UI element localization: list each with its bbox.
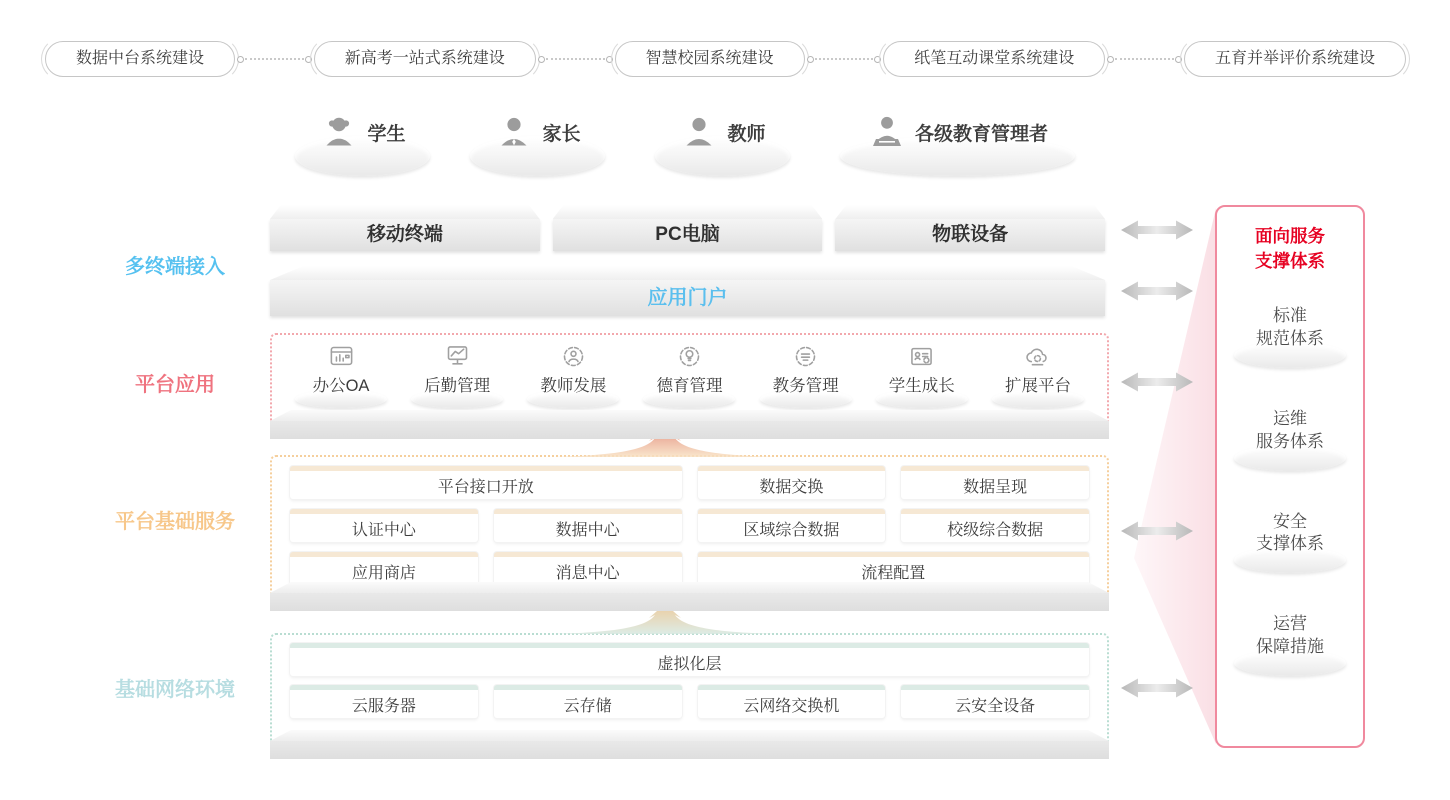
user-role-1 <box>295 100 430 176</box>
user-role-label: 家长 <box>542 124 581 145</box>
device-slab <box>553 205 823 251</box>
service-box: 数据交换 <box>698 466 886 499</box>
app-icon-wrap <box>792 343 819 371</box>
academic-doc-icon <box>792 343 819 370</box>
teacher-gear-icon <box>560 343 587 370</box>
top-projects-row <box>45 42 1406 76</box>
app-item <box>288 343 394 408</box>
platform-services-section <box>270 455 1109 611</box>
slab-top-face <box>270 582 1109 593</box>
slab-top-face <box>270 410 1109 421</box>
device-slab-label: 物联设备 <box>835 219 1105 251</box>
app-label: 学生成长 <box>888 377 955 395</box>
support-system-line1: 安全 <box>1273 511 1307 531</box>
cloud-resource-box: 云存储 <box>494 685 682 718</box>
apps-base-slab <box>270 410 1109 439</box>
support-system-line2: 支撑体系 <box>1256 534 1324 554</box>
user-role-label: 教师 <box>727 124 766 145</box>
app-icon-wrap <box>676 343 703 371</box>
slab-front-face <box>270 593 1109 611</box>
app-item <box>985 343 1091 408</box>
support-system-label <box>1234 613 1346 659</box>
service-box: 应用商店 <box>290 552 478 585</box>
platform-apps-section <box>270 333 1109 439</box>
cloud-resource-box: 云网络交换机 <box>698 685 886 718</box>
support-system-line1: 运营 <box>1273 614 1307 634</box>
support-panel-items <box>1234 275 1346 677</box>
moral-gear-bulb-icon <box>676 343 703 370</box>
user-top <box>655 100 790 152</box>
app-label: 德育管理 <box>656 377 723 395</box>
user-top <box>470 100 605 152</box>
slab-top-face <box>270 266 1105 280</box>
support-system-label <box>1234 305 1346 351</box>
double-headed-arrow <box>1119 218 1195 242</box>
dotted-connector <box>815 58 874 60</box>
device-slab <box>270 205 540 251</box>
support-panel-title <box>1255 224 1325 275</box>
service-box: 平台接口开放 <box>290 466 682 499</box>
support-system-item <box>1234 511 1346 574</box>
app-icon-wrap <box>1024 343 1051 371</box>
support-system-label <box>1234 511 1346 557</box>
double-headed-arrow <box>1119 279 1195 303</box>
app-label: 扩展平台 <box>1004 377 1071 395</box>
app-portal-slab <box>270 266 1105 316</box>
project-pill: 五育并举评价系统建设 <box>1184 41 1406 77</box>
cloud-resource-box: 云服务器 <box>290 685 478 718</box>
network-rows <box>272 635 1107 718</box>
service-box: 流程配置 <box>698 552 1090 585</box>
cloud-resource-box: 云安全设备 <box>901 685 1089 718</box>
user-top <box>840 100 1075 152</box>
app-item <box>404 343 510 408</box>
app-item <box>520 343 626 408</box>
logistics-monitor-icon <box>444 343 471 370</box>
user-role-label: 学生 <box>367 124 406 145</box>
section-label-platform-services: 平台基础服务 <box>115 511 235 533</box>
app-label: 后勤管理 <box>424 377 491 395</box>
office-oa-icon <box>328 343 355 370</box>
slab-front-face <box>270 741 1109 759</box>
app-portal-label: 应用门户 <box>270 280 1105 316</box>
support-system-line2: 服务体系 <box>1256 431 1324 451</box>
cloud-resources-grid <box>290 685 1089 718</box>
project-pill: 新高考一站式系统建设 <box>314 41 536 77</box>
support-system-item <box>1234 305 1346 368</box>
app-label: 教务管理 <box>772 377 839 395</box>
support-system-label <box>1234 408 1346 454</box>
student-idcard-icon <box>908 343 935 370</box>
support-system-item <box>1234 613 1346 676</box>
dotted-connector <box>1115 58 1174 60</box>
project-pill: 纸笔互动课堂系统建设 <box>883 41 1105 77</box>
service-box: 认证中心 <box>290 509 478 542</box>
network-base-slab <box>270 730 1109 759</box>
support-system-line2: 规范体系 <box>1256 328 1324 348</box>
device-slab <box>835 205 1105 251</box>
section-label-network-env: 基础网络环境 <box>115 679 235 701</box>
app-item <box>869 343 975 408</box>
teacher-icon <box>679 112 719 152</box>
slab-top-face <box>835 205 1105 219</box>
services-base-slab <box>270 582 1109 611</box>
service-box: 数据中心 <box>494 509 682 542</box>
support-system-line1: 运维 <box>1273 408 1307 428</box>
service-box: 数据呈现 <box>901 466 1089 499</box>
double-headed-arrow <box>1119 519 1195 543</box>
slab-top-face <box>270 730 1109 741</box>
service-box: 区域综合数据 <box>698 509 886 542</box>
device-slab-label: PC电脑 <box>553 219 823 251</box>
service-support-panel <box>1215 205 1365 748</box>
services-grid <box>272 457 1107 585</box>
app-item <box>636 343 742 408</box>
user-top <box>295 100 430 152</box>
support-panel-title-line2: 支撑体系 <box>1255 251 1325 272</box>
section-label-multi-terminal: 多终端接入 <box>125 256 225 278</box>
support-system-line2: 保障措施 <box>1256 637 1324 657</box>
manager-icon <box>867 112 907 152</box>
slab-front-face <box>270 421 1109 439</box>
support-system-item <box>1234 408 1346 471</box>
support-panel-title-line1: 面向服务 <box>1255 226 1325 246</box>
project-pill: 数据中台系统建设 <box>45 41 235 77</box>
user-role-label: 各级教育管理者 <box>914 124 1048 145</box>
double-headed-arrow <box>1119 676 1195 700</box>
dotted-connector <box>546 58 605 60</box>
service-box: 校级综合数据 <box>901 509 1089 542</box>
device-slab-label: 移动终端 <box>270 219 540 251</box>
section-label-platform-apps: 平台应用 <box>135 374 215 396</box>
dotted-connector <box>245 58 304 60</box>
service-box: 消息中心 <box>494 552 682 585</box>
app-item <box>753 343 859 408</box>
virtual-layer-box: 虚拟化层 <box>290 643 1089 676</box>
support-system-line1: 标准 <box>1273 305 1307 325</box>
slab-top-face <box>553 205 823 219</box>
project-pill: 智慧校园系统建设 <box>615 41 805 77</box>
user-role-4 <box>840 100 1075 176</box>
network-env-section <box>270 633 1109 759</box>
app-icon-wrap <box>908 343 935 371</box>
cloud-gear-icon <box>1024 343 1051 370</box>
user-role-2 <box>470 100 605 176</box>
double-headed-arrow <box>1119 370 1195 394</box>
device-slabs-row <box>270 205 1105 251</box>
app-icon-wrap <box>328 343 355 371</box>
slab-top-face <box>270 205 540 219</box>
user-role-3 <box>655 100 790 176</box>
apps-row <box>272 335 1107 408</box>
parent-icon <box>494 112 534 152</box>
app-icon-wrap <box>444 343 471 371</box>
student-icon <box>319 112 359 152</box>
app-label: 办公OA <box>312 377 370 395</box>
app-label: 教师发展 <box>540 377 607 395</box>
app-icon-wrap <box>560 343 587 371</box>
